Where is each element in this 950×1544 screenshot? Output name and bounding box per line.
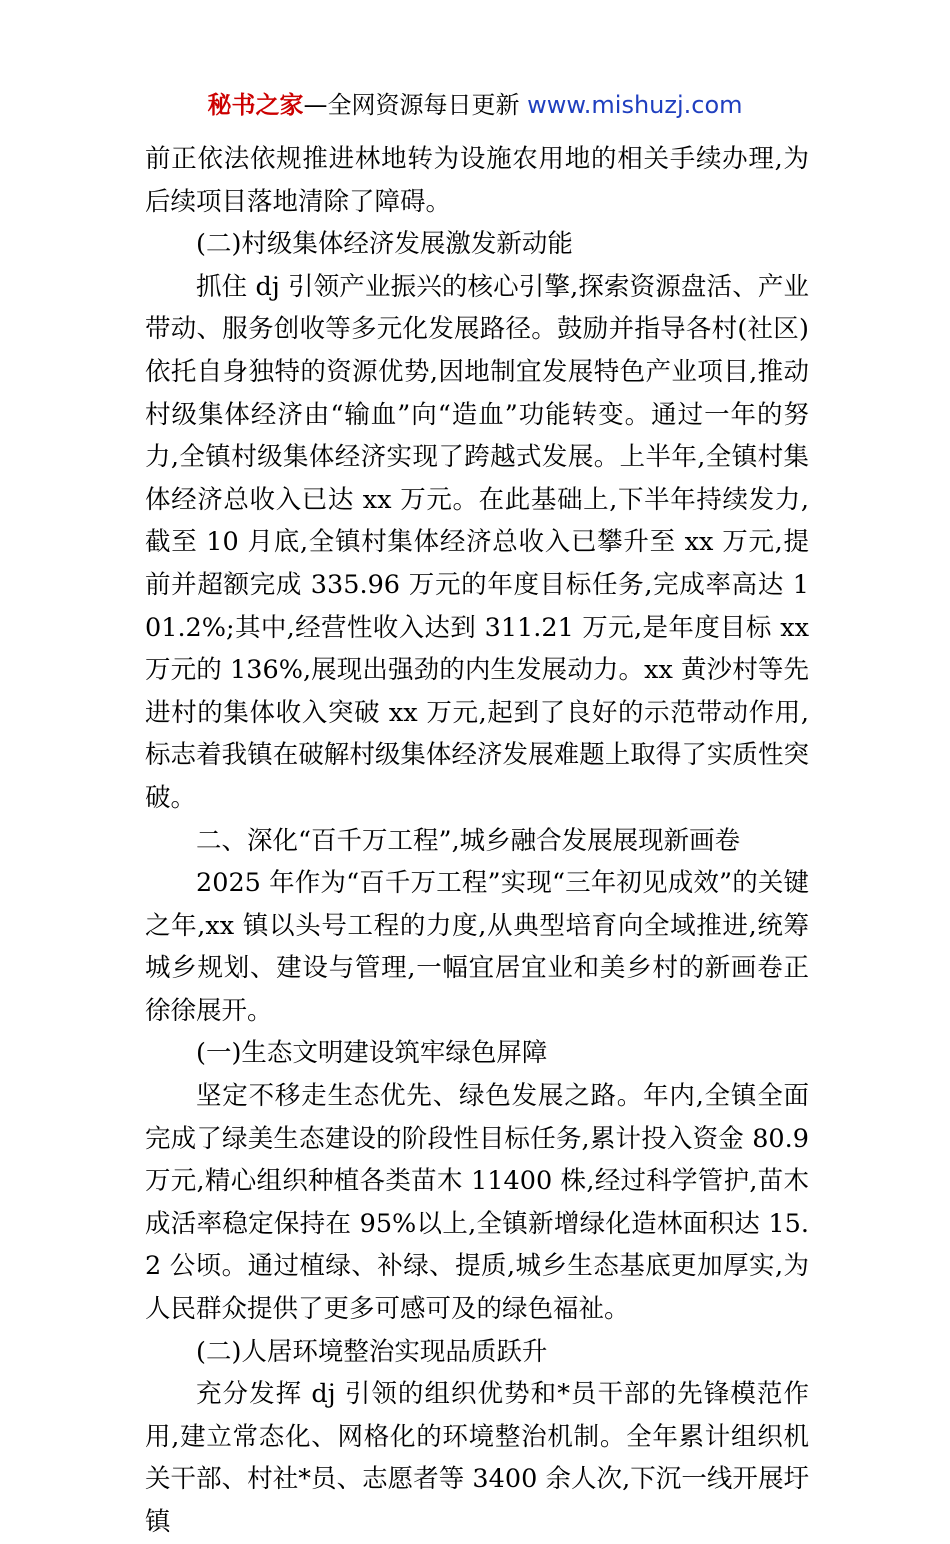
- paragraph-continuation: 前正依法依规推进林地转为设施农用地的相关手续办理,为后续项目落地清除了障碍。: [145, 144, 809, 217]
- section-heading: (二)村级集体经济发展激发新动能: [196, 229, 573, 260]
- body-paragraph: 坚定不移走生态优先、绿色发展之路。年内,全镇全面完成了绿美生态建设的阶段性目标任务,累计投入资金 80.9 万元,精心组织种植各类苗木 11400 株,经过科学管护,苗木成活率稳定保持在 95%以上,全镇新增绿化造林面积达 15.2 公顷。通过植绿、补绿、提质,城乡生态基底更加厚实,为人民群众提供了更多可感可及的绿色福祉。: [145, 1081, 809, 1325]
- document-body: [145, 138, 809, 1544]
- body-paragraph: 2025 年作为“百千万工程”实现“三年初见成效”的关键之年,xx 镇以头号工程的力度,从典型培育向全域推进,统筹城乡规划、建设与管理,一幅宜居宜业和美乡村的新画卷正徐徐展开。: [145, 868, 809, 1026]
- section-heading: (二)人居环境整治实现品质跃升: [196, 1336, 548, 1367]
- section-heading: (一)生态文明建设筑牢绿色屏障: [196, 1038, 548, 1069]
- body-paragraph: 充分发挥 dj 引领的组织优势和*员干部的先锋模范作用,建立常态化、网格化的环境整治机制。全年累计组织机关干部、村社*员、志愿者等 3400 余人次,下沉一线开展圩镇: [145, 1379, 809, 1537]
- site-brand: 秘书之家: [207, 91, 304, 119]
- site-tagline: —全网资源每日更新: [303, 91, 528, 119]
- body-paragraph: 抓住 dj 引领产业振兴的核心引擎,探索资源盘活、产业带动、服务创收等多元化发展路径。鼓励并指导各村(社区)依托自身独特的资源优势,因地制宜发展特色产业项目,推动村级集体经济由“输血”向“造血”功能转变。通过一年的努力,全镇村级集体经济实现了跨越式发展。上半年,全镇村集体经济总收入已达 xx 万元。在此基础上,下半年持续发力,截至 10 月底,全镇村集体经济总收入已攀升至 xx 万元,提前并超额完成 335.96 万元的年度目标任务,完成率高达 101.2%;其中,经营性收入达到 311.21 万元,是年度目标 xx 万元的 136%,展现出强劲的内生发展动力。xx 黄沙村等先进村的集体收入突破 xx 万元,起到了良好的示范带动作用,标志着我镇在破解村级集体经济发展难题上取得了实质性突破。: [145, 271, 809, 813]
- section-heading: 二、深化“百千万工程”,城乡融合发展展现新画卷: [196, 825, 741, 856]
- site-url[interactable]: www.mishuzj.com: [527, 91, 743, 119]
- page-header: [0, 88, 950, 122]
